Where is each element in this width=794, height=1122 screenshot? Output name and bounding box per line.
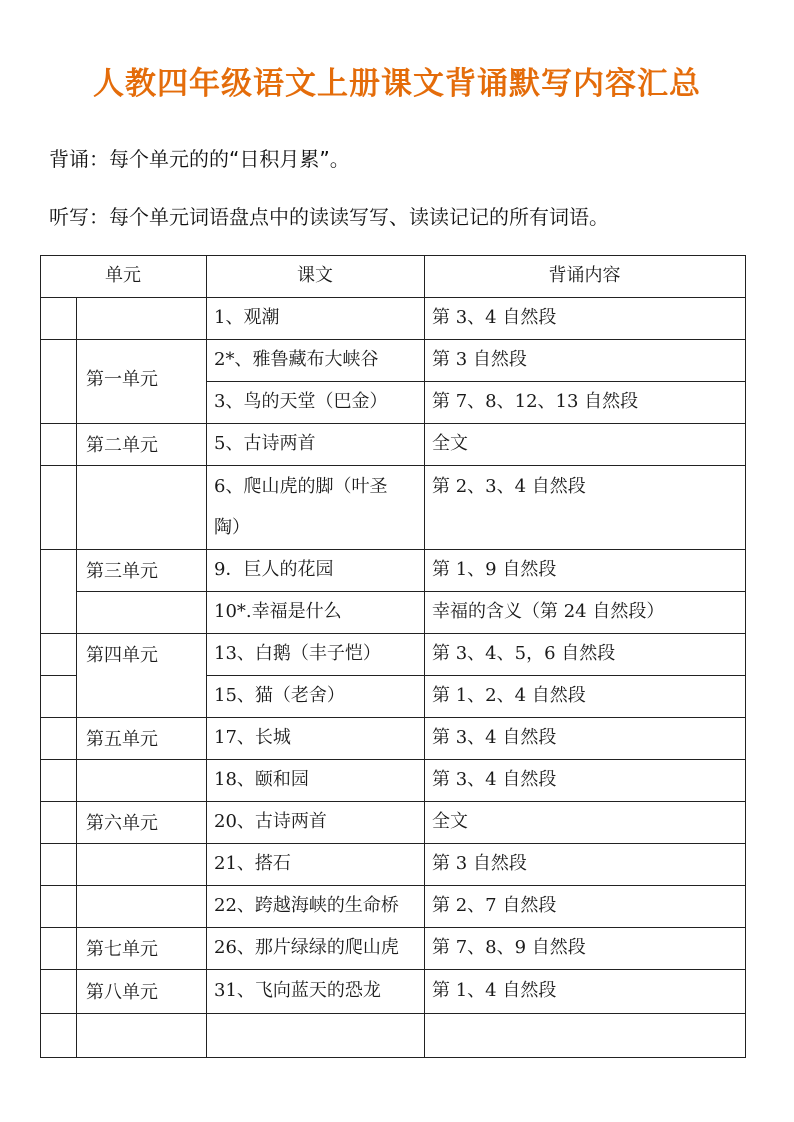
recite-content-cell: 全文 [432, 811, 468, 832]
unit-label: 第四单元 [86, 645, 158, 666]
recite-content-cell: 第 3、4 自然段 [432, 769, 557, 790]
header-recite-content: 背诵内容 [548, 265, 621, 286]
lesson-cell: 1、观潮 [214, 307, 280, 328]
recite-content-cell: 第 3、4 自然段 [432, 307, 557, 328]
table-rule [40, 675, 76, 676]
table-border-right [745, 255, 746, 1058]
table-rule [206, 381, 746, 382]
recite-content-cell: 幸福的含义（第 24 自然段） [432, 601, 665, 622]
page-title: 人教四年级语文上册课文背诵默写内容汇总 [93, 66, 701, 102]
table-rule [40, 297, 746, 298]
table-rule [40, 801, 746, 802]
header-lesson: 课文 [297, 265, 333, 286]
lesson-cell: 10*.幸福是什么 [214, 601, 342, 622]
table-border-top [40, 255, 746, 256]
lesson-cell: 3、鸟的天堂（巴金） [214, 391, 388, 412]
table-rule [40, 969, 746, 970]
unit-label: 第五单元 [86, 729, 158, 750]
unit-label: 第七单元 [86, 939, 158, 960]
table-rule [40, 423, 746, 424]
table-rule [40, 339, 746, 340]
recite-content-cell: 第 7、8、12、13 自然段 [432, 391, 639, 412]
dictation-instruction: 听写：每个单元词语盘点中的读读写写、读读记记的所有词语。 [49, 205, 609, 229]
table-border-left [40, 255, 41, 1058]
recite-content-cell: 第 3 自然段 [432, 349, 527, 370]
lesson-cell: 13、白鹅（丰子恺） [214, 643, 381, 664]
header-unit: 单元 [105, 265, 141, 286]
table-rule [40, 717, 746, 718]
table-rule [40, 633, 746, 634]
lesson-cell-continued: 陶） [214, 517, 250, 538]
table-col-divider [424, 255, 425, 1058]
table-border-bottom [40, 1057, 746, 1058]
unit-label: 第八单元 [86, 982, 158, 1003]
table-rule [40, 1013, 746, 1014]
unit-label: 第一单元 [86, 369, 158, 390]
recite-content-cell: 第 3 自然段 [432, 853, 527, 874]
recite-content-cell: 第 3、4、5，6 自然段 [432, 643, 616, 664]
recite-content-cell: 全文 [432, 433, 468, 454]
lesson-cell: 26、那片绿绿的爬山虎 [214, 937, 399, 958]
lesson-cell: 5、古诗两首 [214, 433, 316, 454]
recite-content-cell: 第 2、3、4 自然段 [432, 476, 586, 497]
unit-label: 第二单元 [86, 435, 158, 456]
lesson-cell: 31、飞向蓝天的恐龙 [214, 980, 381, 1001]
lesson-cell: 6、爬山虎的脚（叶圣 [214, 476, 388, 497]
table-rule [40, 885, 746, 886]
table-rule [76, 591, 746, 592]
table-rule [40, 465, 746, 466]
table-rule [206, 675, 746, 676]
unit-label: 第六单元 [86, 813, 158, 834]
table-rule [40, 759, 746, 760]
lesson-cell: 21、搭石 [214, 853, 291, 874]
recite-content-cell: 第 2、7 自然段 [432, 895, 557, 916]
table-rule [40, 843, 746, 844]
lesson-cell: 15、猫（老舍） [214, 685, 345, 706]
table-rule [40, 549, 746, 550]
lesson-cell: 2*、雅鲁藏布大峡谷 [214, 349, 379, 370]
lesson-cell: 17、长城 [214, 727, 291, 748]
recite-content-cell: 第 1、2、4 自然段 [432, 685, 586, 706]
table-rule [40, 927, 746, 928]
recite-content-cell: 第 1、9 自然段 [432, 559, 557, 580]
lesson-cell: 22、跨越海峡的生命桥 [214, 895, 399, 916]
lesson-cell: 9．巨人的花园 [214, 559, 334, 580]
lesson-cell: 20、古诗两首 [214, 811, 327, 832]
recite-content-cell: 第 3、4 自然段 [432, 727, 557, 748]
unit-label: 第三单元 [86, 561, 158, 582]
recite-content-cell: 第 1、4 自然段 [432, 980, 557, 1001]
table-col-divider [76, 297, 77, 1058]
table-col-divider [206, 255, 207, 1058]
recite-content-cell: 第 7、8、9 自然段 [432, 937, 586, 958]
recite-instruction: 背诵：每个单元的的“日积月累”。 [49, 147, 350, 171]
lesson-cell: 18、颐和园 [214, 769, 309, 790]
